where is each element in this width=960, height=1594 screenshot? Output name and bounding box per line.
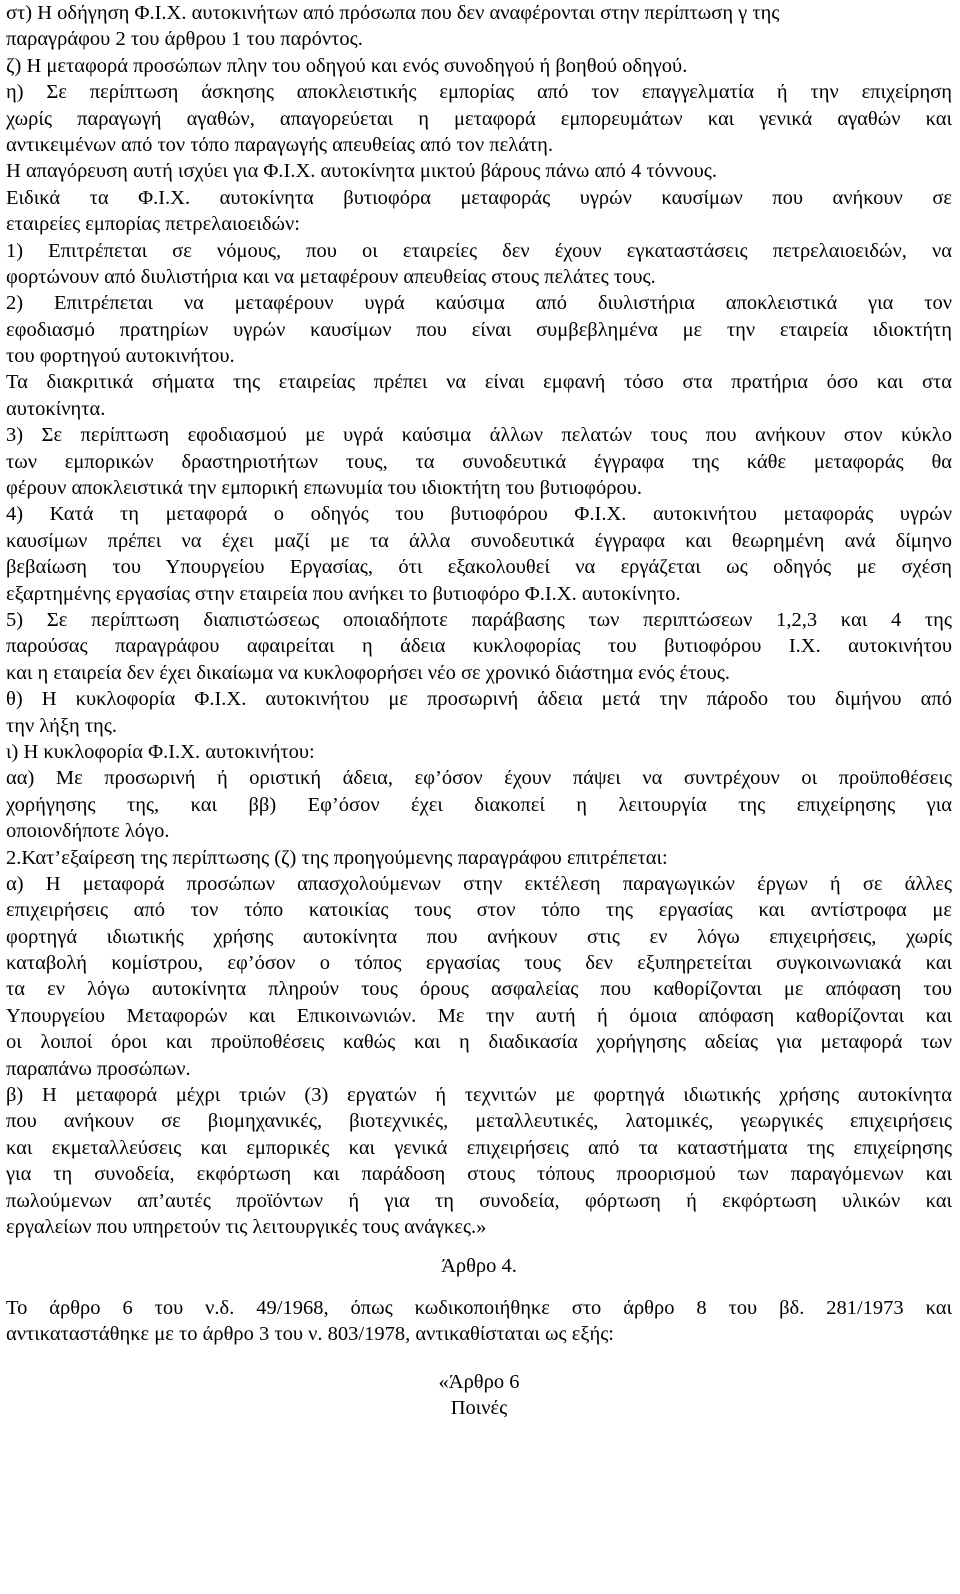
text-line: για τη συνοδεία, εκφόρτωση και παράδοση στους τόπους προορισμού των παραγόμενων και [6, 1163, 952, 1186]
text-line: 5) Σε περίπτωση διαπιστώσεως οποιαδήποτε παράβασης των περιπτώσεων 1,2,3 και 4 της [6, 608, 952, 631]
text-line: αντικαταστάθηκε με το άρθρο 3 του ν. 803/1978, αντικαθίσταται ως εξής: [6, 1323, 615, 1346]
text-line: 1) Επιτρέπεται σε νόμους, που οι εταιρείες δεν έχουν εγκαταστάσεις πετρελαιοειδών, να [6, 239, 952, 262]
text-line: που ανήκουν σε βιομηχανικές, βιοτεχνικές, μεταλλευτικές, λατομικές, γεωργικές επιχειρήσεις [6, 1110, 952, 1133]
text-line: του φορτηγού αυτοκινήτου. [6, 345, 235, 368]
paragraph [6, 1082, 952, 1240]
text-line: παρούσας παραγράφου αφαιρείται η άδεια κυκλοφορίας του βυτιοφόρου Ι.Χ. αυτοκινήτου [6, 635, 952, 658]
article-6-heading: «Άρθρο 6 [438, 1370, 520, 1393]
paragraph [6, 53, 952, 79]
text-line: Υπουργείου Μεταφορών και Επικοινωνιών. Με την αυτή ή όμοια απόφαση καθορίζονται και [6, 1004, 952, 1027]
paragraph [6, 739, 952, 765]
text-line: η) Σε περίπτωση άσκησης αποκλειστικής εμπορίας από τον επαγγελματία ή την επιχείρηση [6, 81, 952, 104]
text-line: εταιρείες εμπορίας πετρελαιοειδών: [6, 213, 300, 236]
text-line: 2) Επιτρέπεται να μεταφέρουν υγρά καύσιμα από διυλιστήρια αποκλειστικά για τον [6, 292, 952, 315]
text-line: εργαλείων που υπηρετούν τις λειτουργικές τους ανάγκες.» [6, 1215, 487, 1238]
paragraph [6, 686, 952, 739]
text-line: καυσίμων πρέπει να έχει μαζί με τα άλλα συνοδευτικά έγγραφα και θεωρημένη ανά δίμηνο [6, 529, 952, 552]
text-line: ι) Η κυκλοφορία Φ.Ι.Χ. αυτοκινήτου: [6, 740, 315, 763]
article-4-body [6, 1295, 952, 1348]
paragraph [6, 501, 952, 607]
text-line: β) Η μεταφορά μέχρι τριών (3) εργατών ή τεχνιτών με φορτηγά ιδιωτικής χρήσης αυτοκίνητα [6, 1084, 952, 1107]
text-line: των εμπορικών δραστηριοτήτων τους, τα συνοδευτικά έγγραφα της κάθε μεταφοράς θα [6, 450, 952, 473]
paragraph [6, 238, 952, 291]
text-line: χορήγησης της, και ββ) Εφ’όσον έχει διακοπεί η λειτουργία της επιχείρησης για [6, 793, 952, 816]
text-line: παραπάνω προσώπων. [6, 1057, 191, 1080]
text-line: καταβολή κομίστρου, εφ’όσον ο τόπος εργασίας τους δεν εξυπηρετείται συγκοινωνιακά και [6, 952, 952, 975]
paragraph [6, 369, 952, 422]
text-line: φορτώνουν από διυλιστήρια και να μεταφέρουν απευθείας στους πελάτες τους. [6, 265, 656, 288]
text-line: παραγράφου 2 του άρθρου 1 του παρόντος. [6, 28, 363, 51]
text-line: οι λοιποί όροι και προϋποθέσεις καθώς και η διαδικασία χορήγησης αδείας για μεταφορά των [6, 1031, 952, 1054]
text-line: ζ) Η μεταφορά προσώπων πλην του οδηγού και ενός συνοδηγού ή βοηθού οδηγού. [6, 54, 688, 77]
text-line: 4) Κατά τη μεταφορά ο οδηγός του βυτιοφόρου Φ.Ι.Χ. αυτοκινήτου μεταφοράς υγρών [6, 503, 952, 526]
text-line: 2.Κατ’εξαίρεση της περίπτωσης (ζ) της προηγούμενης παραγράφου επιτρέπεται: [6, 846, 668, 869]
text-line: τα εν λόγω αυτοκίνητα πληρούν τους όρους ασφαλείας που καθορίζονται με απόφαση του [6, 978, 952, 1001]
paragraph [6, 607, 952, 686]
text-line: φέρουν αποκλειστικά την εμπορική επωνυμία του ιδιοκτήτη του βυτιοφόρου. [6, 477, 642, 500]
text-line: επιχειρήσεις από τον τόπο κατοικίας τους στον τόπο της εργασίας και αντίστροφα με [6, 899, 952, 922]
article-3-continuation [6, 0, 952, 1240]
text-line: και η εταιρεία δεν έχει δικαίωμα να κυκλοφορήσει νέο σε χρονικό διάστημα ενός έτους. [6, 661, 731, 684]
article-4-heading: Άρθρο 4. [441, 1255, 517, 1278]
document-page [6, 0, 952, 1421]
paragraph [6, 185, 952, 238]
text-line: και εκμεταλλεύσεις και εμπορικές και γενικά επιχειρήσεις από τα καταστήματα της επιχείρησης [6, 1136, 952, 1159]
text-line: α) Η μεταφορά προσώπων απασχολούμενων στην εκτέλεση παραγωγικών έργων ή σε άλλες [6, 872, 952, 895]
text-line: βεβαίωση του Υπουργείου Εργασίας, ότι εξακολουθεί να εργάζεται ως οδηγός με σχέση [6, 556, 952, 579]
text-line: 3) Σε περίπτωση εφοδιασμού με υγρά καύσιμα άλλων πελατών τους που ανήκουν στον κύκλο [6, 424, 952, 447]
paragraph [6, 845, 952, 871]
paragraph [6, 422, 952, 501]
text-line: οποιονδήποτε λόγο. [6, 820, 170, 843]
text-line: Η απαγόρευση αυτή ισχύει για Φ.Ι.Χ. αυτοκίνητα μικτού βάρους πάνω από 4 τόννους. [6, 160, 717, 183]
text-line: αα) Με προσωρινή ή οριστική άδεια, εφ’όσον έχουν πάψει να συντρέχουν οι προϋποθέσεις [6, 767, 952, 790]
text-line: εξαρτημένης εργασίας στην εταιρεία που ανήκει το βυτιοφόρο Φ.Ι.Χ. αυτοκίνητο. [6, 582, 681, 605]
paragraph [6, 290, 952, 369]
text-line: πωλούμενων απ’αυτές προϊόντων ή για τη συνοδεία, φόρτωση ή εκφόρτωση υλικών και [6, 1189, 952, 1212]
text-line: φορτηγά ιδιωτικής χρήσης αυτοκίνητα που ανήκουν στις εν λόγω επιχειρήσεις, χωρίς [6, 925, 952, 948]
text-line: Ειδικά τα Φ.Ι.Χ. αυτοκίνητα βυτιοφόρα μεταφοράς υγρών καυσίμων που ανήκουν σε [6, 186, 952, 209]
paragraph [6, 0, 952, 53]
paragraph [6, 871, 952, 1082]
paragraph [6, 79, 952, 158]
text-line: θ) Η κυκλοφορία Φ.Ι.Χ. αυτοκινήτου με προσωρινή άδεια μετά την πάροδο του διμήνου από [6, 688, 952, 711]
text-line: εφοδιασμό πρατηρίων υγρών καυσίμων που είναι συμβεβλημένα με την εταιρεία ιδιοκτήτη [6, 318, 952, 341]
article-6-subtitle: Ποινές [450, 1396, 508, 1419]
text-line: αυτοκίνητα. [6, 397, 106, 420]
text-line: την λήξη της. [6, 714, 118, 737]
paragraph [6, 158, 952, 184]
text-line: Το άρθρο 6 του ν.δ. 49/1968, όπως κωδικοποιήθηκε στο άρθρο 8 του βδ. 281/1973 και [6, 1296, 952, 1319]
text-line: αντικειμένων από τον τόπο παραγωγής απευθείας από τον πελάτη. [6, 133, 554, 156]
text-line: στ) Η οδήγηση Φ.Ι.Χ. αυτοκινήτων από πρόσωπα που δεν αναφέρονται στην περίπτωση γ της [6, 2, 780, 24]
text-line: χωρίς παραγωγή αγαθών, απαγορεύεται η μεταφορά εμπορευμάτων και γενικά αγαθών και [6, 107, 952, 130]
text-line: Τα διακριτικά σήματα της εταιρείας πρέπει να είναι εμφανή τόσο στα πρατήρια όσο και στα [6, 371, 952, 394]
paragraph [6, 765, 952, 844]
